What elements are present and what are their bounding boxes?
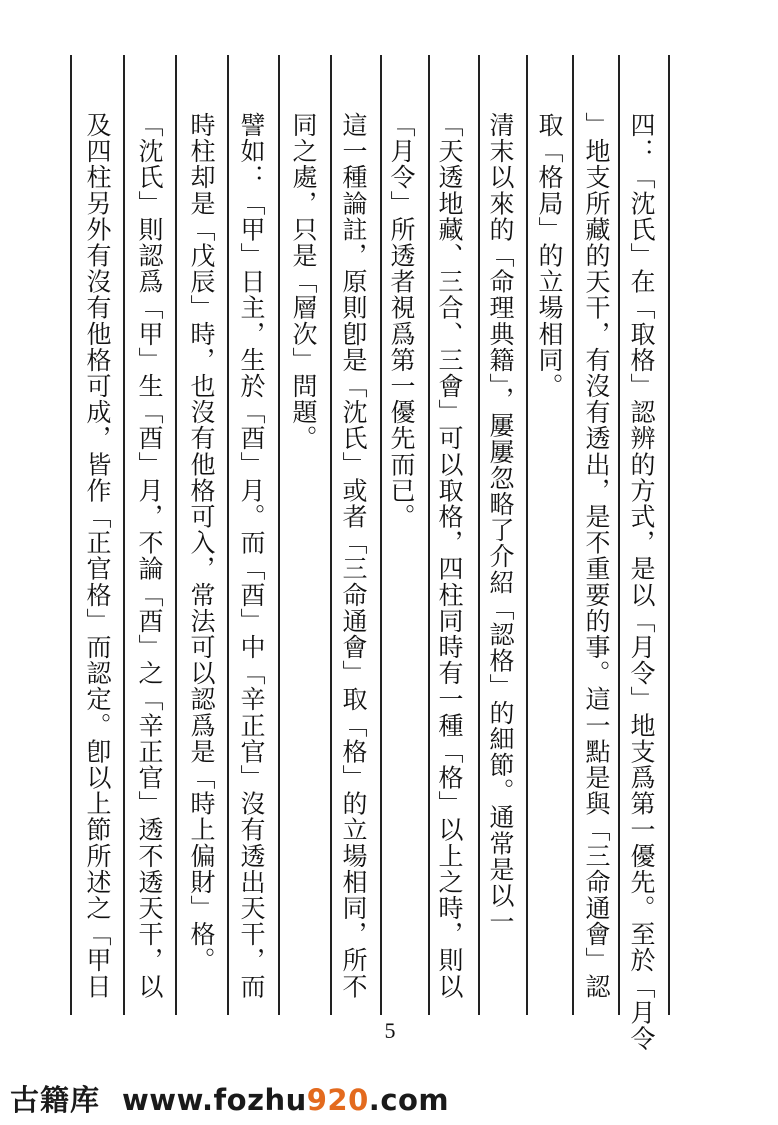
text-column-2: 」地支所藏的天干，有沒有透出，是不重要的事。這一點是與「三命通會」認 [582,112,611,1000]
column-rule [572,55,574,1015]
text-column-3: 取「格局」的立場相同。 [535,112,564,400]
text-column-8: 同之處，只是「層次」問題。 [289,112,318,452]
text-column-10: 時柱却是「戊辰」時，也沒有他格可入，常法可以認爲是「時上偏財」格。 [187,112,216,974]
column-rule [618,55,620,1015]
url-number: 920 [306,1083,369,1117]
watermark-footer [0,1075,778,1125]
column-rule [478,55,480,1015]
column-rule [175,55,177,1015]
column-rule [380,55,382,1015]
column-rule [227,55,229,1015]
text-column-9: 譬如：「甲」日主，生於「酉」月。而「酉」中「辛正官」沒有透出天干，而 [237,112,266,1000]
column-rule [278,55,280,1015]
column-rule [123,55,125,1015]
url-suffix: .com [368,1083,450,1117]
site-url [122,1075,449,1125]
text-column-4: 清末以來的「命理典籍」，屢屢忽略了介紹「認格」的細節。通常是以一 [486,112,515,935]
column-rule [526,55,528,1015]
column-rule [428,55,430,1015]
url-prefix: www.fozhu [122,1083,307,1117]
column-rule [668,55,670,1015]
text-column-6: 「月令」所透者視爲第一優先而已。 [387,112,416,530]
page-number: 5 [384,1018,396,1043]
site-name: 古籍库 [10,1083,101,1117]
text-column-11: 「沈氏」則認爲「甲」生「酉」月，不論「酉」之「辛正官」透不透天干，以 [135,112,164,1000]
text-column-5: 「天透地藏、三合、三會」可以取格，四柱同時有一種「格」以上之時，則以 [435,112,464,1000]
text-column-1: 四：「沈氏」在「取格」認辨的方式，是以「月令」地支爲第一優先。至於「月令 [627,112,656,1052]
text-column-12: 及四柱另外有沒有他格可成，皆作「正官格」而認定。卽以上節所述之「甲日 [83,112,112,1000]
text-column-7: 這一種論註，原則卽是「沈氏」或者「三命通會」取「格」的立場相同，所不 [339,112,368,1000]
column-rule [330,55,332,1015]
column-rule [70,55,72,1015]
